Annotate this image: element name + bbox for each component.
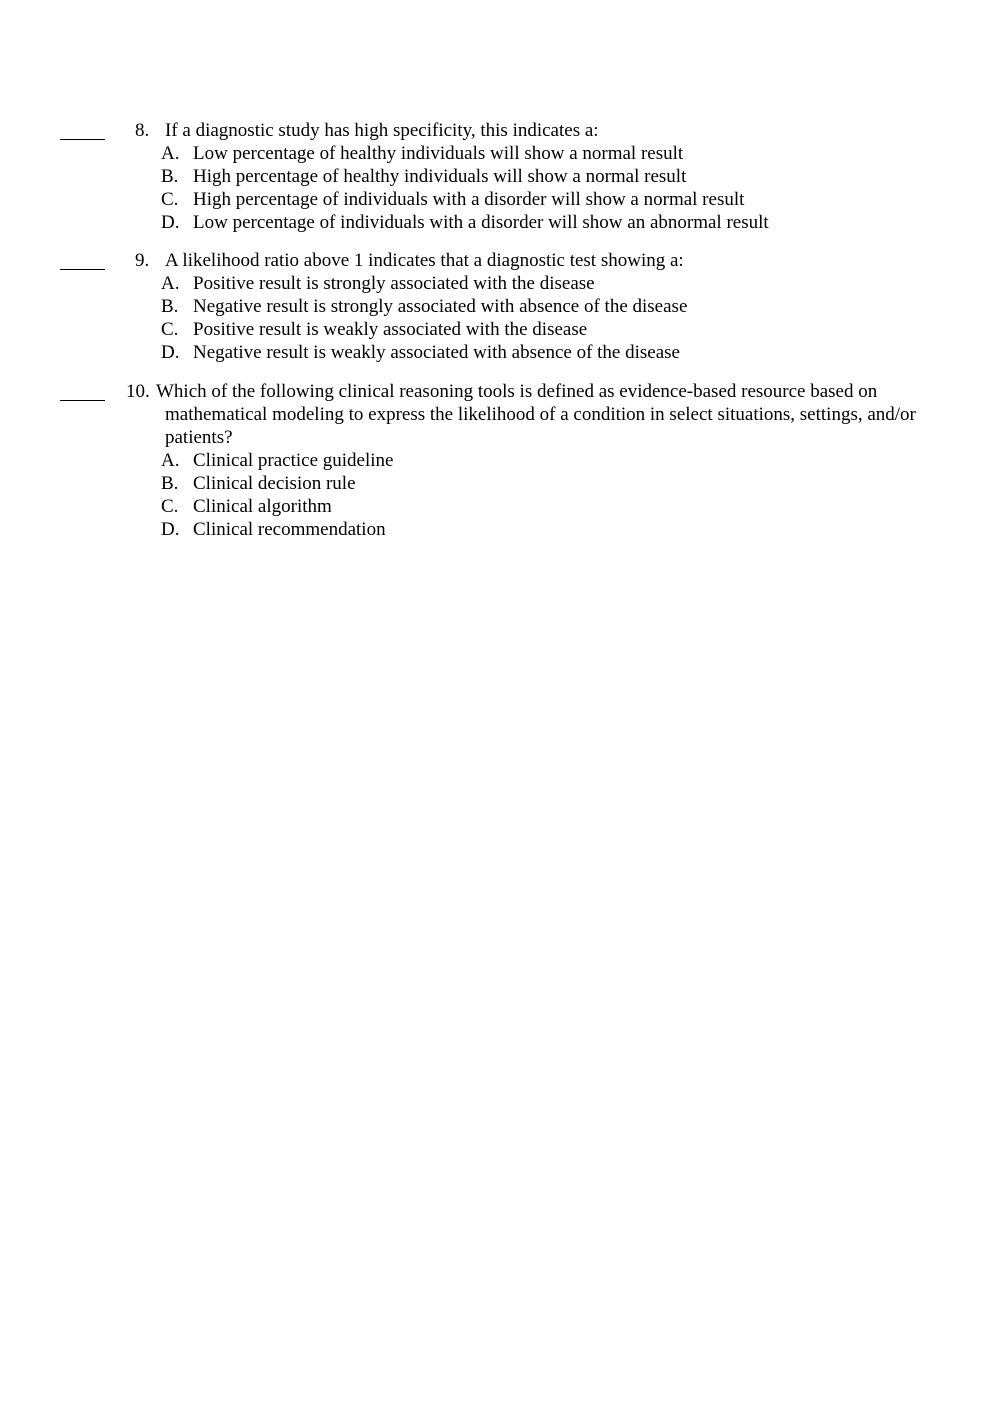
answer-blank[interactable] [60, 139, 105, 140]
question-stem-line: If a diagnostic study has high specificity, this indicates a: [165, 120, 599, 141]
option-letter: D. [161, 519, 180, 540]
question-stem [165, 249, 684, 272]
option-text: Low percentage of healthy individuals will show a normal result [193, 143, 684, 164]
option-text: Positive result is weakly associated with the disease [193, 319, 588, 340]
answer-blank[interactable] [60, 269, 105, 270]
option-text: Clinical decision rule [193, 473, 356, 494]
option-text: High percentage of individuals with a disorder will show a normal result [193, 189, 745, 210]
question-stem-line: patients? [165, 427, 233, 448]
option-text: Clinical practice guideline [193, 450, 394, 471]
option-letter: D. [161, 342, 180, 363]
option-text: Clinical recommendation [193, 519, 386, 540]
option-text: Clinical algorithm [193, 496, 332, 517]
option-text: Negative result is weakly associated with absence of the disease [193, 342, 680, 363]
question-number: 8. [135, 120, 150, 141]
question-stem [165, 119, 599, 142]
option-letter: D. [161, 212, 180, 233]
option-text: Negative result is strongly associated with absence of the disease [193, 296, 688, 317]
option-text: High percentage of healthy individuals will show a normal result [193, 166, 687, 187]
question-stem-line: Which of the following clinical reasoning tools is defined as evidence-based resource based on [156, 381, 878, 402]
question-stem-line: mathematical modeling to express the likelihood of a condition in select situations, settings, and/or [165, 404, 916, 425]
option-text: Low percentage of individuals with a disorder will show an abnormal result [193, 212, 769, 233]
option-letter: A. [161, 143, 180, 164]
question-stem-line: A likelihood ratio above 1 indicates that a diagnostic test showing a: [165, 250, 684, 271]
question-number: 9. [135, 250, 150, 271]
option-letter: C. [161, 496, 179, 517]
option-letter: A. [161, 273, 180, 294]
option-text: Positive result is strongly associated with the disease [193, 273, 595, 294]
option-letter: C. [161, 189, 179, 210]
question-stem [156, 380, 916, 449]
answer-blank[interactable] [60, 400, 105, 401]
option-letter: A. [161, 450, 180, 471]
question-number: 10. [126, 381, 150, 402]
option-letter: C. [161, 319, 179, 340]
option-letter: B. [161, 473, 179, 494]
option-letter: B. [161, 166, 179, 187]
option-letter: B. [161, 296, 179, 317]
